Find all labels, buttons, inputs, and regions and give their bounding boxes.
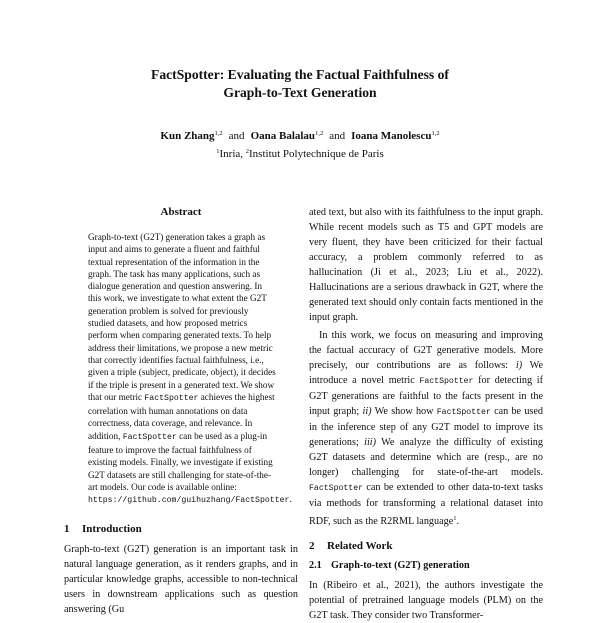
list-marker: iii) (364, 437, 376, 448)
related-work-text: In (Ribeiro et al., 2021), the authors investigate the potential of pretrained language models (PLM) on the G2T task. They consider two Transformer- (309, 580, 543, 621)
text-segment: can be used in the inference step of any G2T model to improve its generations; (309, 406, 543, 448)
paper-title (0, 66, 600, 102)
author-separator: and (329, 130, 346, 142)
list-marker: ii) (362, 406, 372, 417)
abstract-segment: can be used as a plug-in feature to improve the factual faithfulness of existing models. Finally, we investigate if existing G2T datasets are still challenging for state-of-the-art models. Our code is available online: (88, 430, 273, 492)
text-segment: We introduce a novel metric (309, 360, 543, 386)
author-list (0, 126, 600, 144)
code-term: FactSpotter (419, 377, 474, 386)
author-separator: and (228, 130, 245, 142)
section-number: 1 (64, 522, 70, 535)
abstract-heading: Abstract (160, 206, 202, 218)
text-segment: . (456, 516, 460, 527)
author-name: Oana Balalau (250, 130, 316, 142)
subsection-number: 2.1 (309, 560, 322, 571)
list-marker: i) (515, 360, 523, 371)
author-name: Ioana Manolescu (351, 130, 432, 142)
affiliations (0, 144, 600, 162)
section-number: 2 (309, 540, 315, 552)
code-term: FactSpotter (436, 408, 491, 417)
abstract-text (88, 231, 292, 508)
abstract-segment: Graph-to-text (G2T) generation takes a graph as input and aims to generate a fluent and faithful textual representation of the information in the graph. The task has many applications, such as dialogue generation and question answering. In this work, we investigate to what extent the G2T generation problem is solved for previously studied datasets, and how proposed metrics perform when comparing generated texts. To help address their limitations, we propose a new metric that correctly identifies factual faithfulness, i.e., given a triple (subject, predicate, object), it decides if the triple is present in a generated text. We show that our metric (88, 232, 276, 402)
text-segment: can be extended to other data-to-text tasks via methods for transforming a relational dataset into RDF, such as the R2RML language (309, 482, 543, 527)
title-line-2: Graph-to-Text Generation (223, 85, 377, 100)
right-column (309, 205, 543, 623)
section-title: Related Work (327, 540, 393, 552)
contributions-paragraph (309, 328, 543, 529)
abstract-segment: . (289, 494, 292, 505)
left-column (64, 205, 298, 617)
author-affil-mark: 1,2 (315, 130, 324, 137)
text-segment: for detecting if G2T generations are faithful to the facts present in the input graph; (309, 375, 543, 417)
title-line-1: FactSpotter: Evaluating the Factual Faithfulness of (151, 67, 449, 82)
abstract-segment: achieves the highest correlation with human annotations on data correctness, data coverage, and relevance. In addition, (88, 391, 275, 441)
text-segment: We analyze the difficulty of existing G2T datasets and determine which are (resp., are no longer) challenging for state-of-the-art models. (309, 437, 543, 478)
intro-continued-paragraph: ated text, but also with its faithfulness to the input graph. While recent models such as T5 and GPT models are very fluent, they have been criticized for their factual accuracy, a problem commonly referred to as hallucination (Ji et al., 2023; Liu et al., 2022). Hallucinations are a serious drawback in G2T, where the generated text should only contain facts mentioned in the input graph. (309, 207, 543, 323)
author-affil-mark: 1,2 (431, 130, 440, 137)
section-heading-related-work (309, 539, 543, 553)
code-url-link[interactable]: https://github.com/guihuzhang/FactSpotter (88, 496, 290, 506)
code-term: FactSpotter (144, 393, 199, 403)
code-term: FactSpotter (309, 484, 364, 493)
text-segment: In this work, we focus on measuring and improving the factual accuracy of G2T generative models. More precisely, our contributions are as follows: (309, 330, 543, 371)
author-affil-mark: 1,2 (214, 130, 223, 137)
code-term: FactSpotter (122, 432, 177, 442)
author-name: Kun Zhang (160, 130, 215, 142)
affil-mark: 2 (245, 148, 250, 155)
footnote-mark: 1 (453, 515, 457, 522)
affil-mark: 1 (216, 148, 220, 155)
text-segment: We show how (371, 406, 437, 417)
author-block (0, 126, 600, 162)
section-title: Introduction (82, 522, 142, 535)
affil-inst: Inria, (219, 148, 246, 160)
affil-inst: Institut Polytechnique de Paris (249, 148, 384, 160)
introduction-text: Graph-to-text (G2T) generation is an important task in natural language generation, as it renders graphs, and in particular knowledge graphs, accessible to non-technical users in downstream applications such as question answering (Gu (64, 543, 298, 615)
section-heading-introduction (64, 522, 298, 536)
subsection-title: Graph-to-text (G2T) generation (331, 560, 470, 571)
subsection-heading (309, 559, 543, 573)
